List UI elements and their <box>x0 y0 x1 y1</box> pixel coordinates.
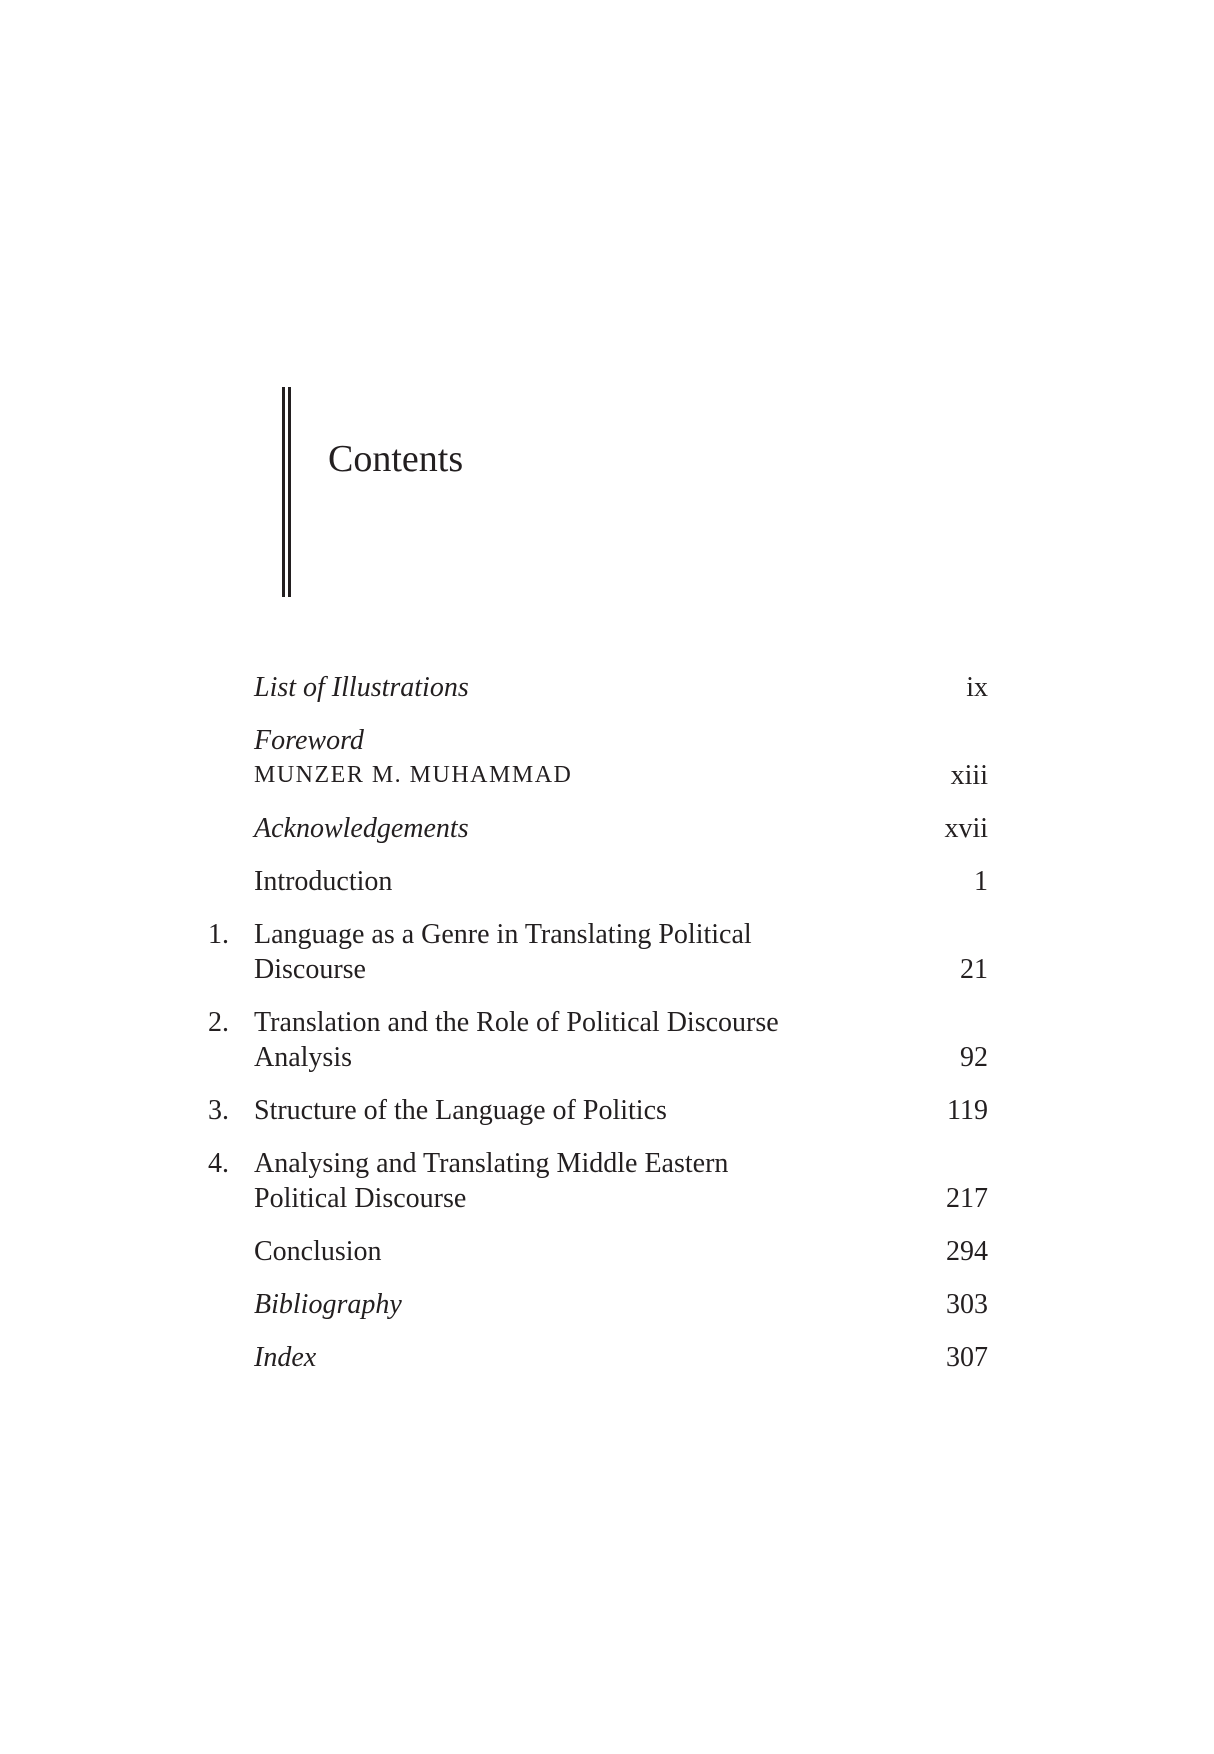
toc-entry-title-line-2: Discourse <box>254 954 366 985</box>
toc-entry-title: Index <box>254 1342 317 1373</box>
toc-entry-title: Structure of the Language of Politics <box>254 1095 667 1126</box>
toc-entry-acknowledgements[interactable] <box>200 811 990 846</box>
toc-entry-number: 4. <box>208 1148 229 1179</box>
toc-entry-chapter-1[interactable] <box>200 917 990 987</box>
page-title: Contents <box>328 438 464 480</box>
toc-entry-author: MUNZER M. MUHAMMAD <box>254 762 573 788</box>
toc-entry-page: 92 <box>960 1042 988 1073</box>
toc-entry-title-line-1: Translation and the Role of Political Discourse <box>254 1007 779 1038</box>
toc-entry-chapter-2[interactable] <box>200 1005 990 1075</box>
toc-entry-title-line-1: Analysing and Translating Middle Eastern <box>254 1148 729 1179</box>
toc-entry-page: 119 <box>947 1095 988 1126</box>
toc-entry-page: xvii <box>944 813 988 844</box>
toc-entry-number: 3. <box>208 1095 229 1126</box>
toc-entry-page: 294 <box>946 1236 988 1267</box>
toc-entry-number: 1. <box>208 919 229 950</box>
toc-entry-title: Introduction <box>254 866 393 897</box>
toc-entry-title: Bibliography <box>254 1289 402 1320</box>
toc-entry-title-line-2: Analysis <box>254 1042 352 1073</box>
toc-entry-page: 307 <box>946 1342 988 1373</box>
toc-entry-index[interactable] <box>200 1340 990 1375</box>
toc-entry-page: ix <box>966 672 988 703</box>
heading-rule-inner <box>288 387 291 597</box>
toc-entry-bibliography[interactable] <box>200 1287 990 1322</box>
toc-entry-title: List of Illustrations <box>254 672 469 703</box>
toc-entry-chapter-3[interactable] <box>200 1093 990 1128</box>
toc-entry-title: Acknowledgements <box>254 813 469 844</box>
toc-entry-page: 303 <box>946 1289 988 1320</box>
heading-rule-outer <box>282 387 285 597</box>
toc-entry-introduction[interactable] <box>200 864 990 899</box>
toc-entry-title-line-2: Political Discourse <box>254 1183 467 1214</box>
toc-entry-page: 21 <box>960 954 988 985</box>
toc-entry-title: Conclusion <box>254 1236 382 1267</box>
toc-entry-title-line-1: Language as a Genre in Translating Political <box>254 919 752 950</box>
toc-entry-page: 217 <box>946 1183 988 1214</box>
toc-entry-chapter-4[interactable] <box>200 1146 990 1216</box>
toc-entry-list-of-illustrations[interactable] <box>200 670 990 705</box>
toc-entry-title: Foreword <box>254 725 364 756</box>
table-of-contents <box>200 670 990 1375</box>
toc-entry-page: xiii <box>950 760 988 791</box>
toc-entry-conclusion[interactable] <box>200 1234 990 1269</box>
toc-entry-foreword[interactable] <box>200 723 990 793</box>
toc-entry-page: 1 <box>974 866 988 897</box>
toc-entry-number: 2. <box>208 1007 229 1038</box>
